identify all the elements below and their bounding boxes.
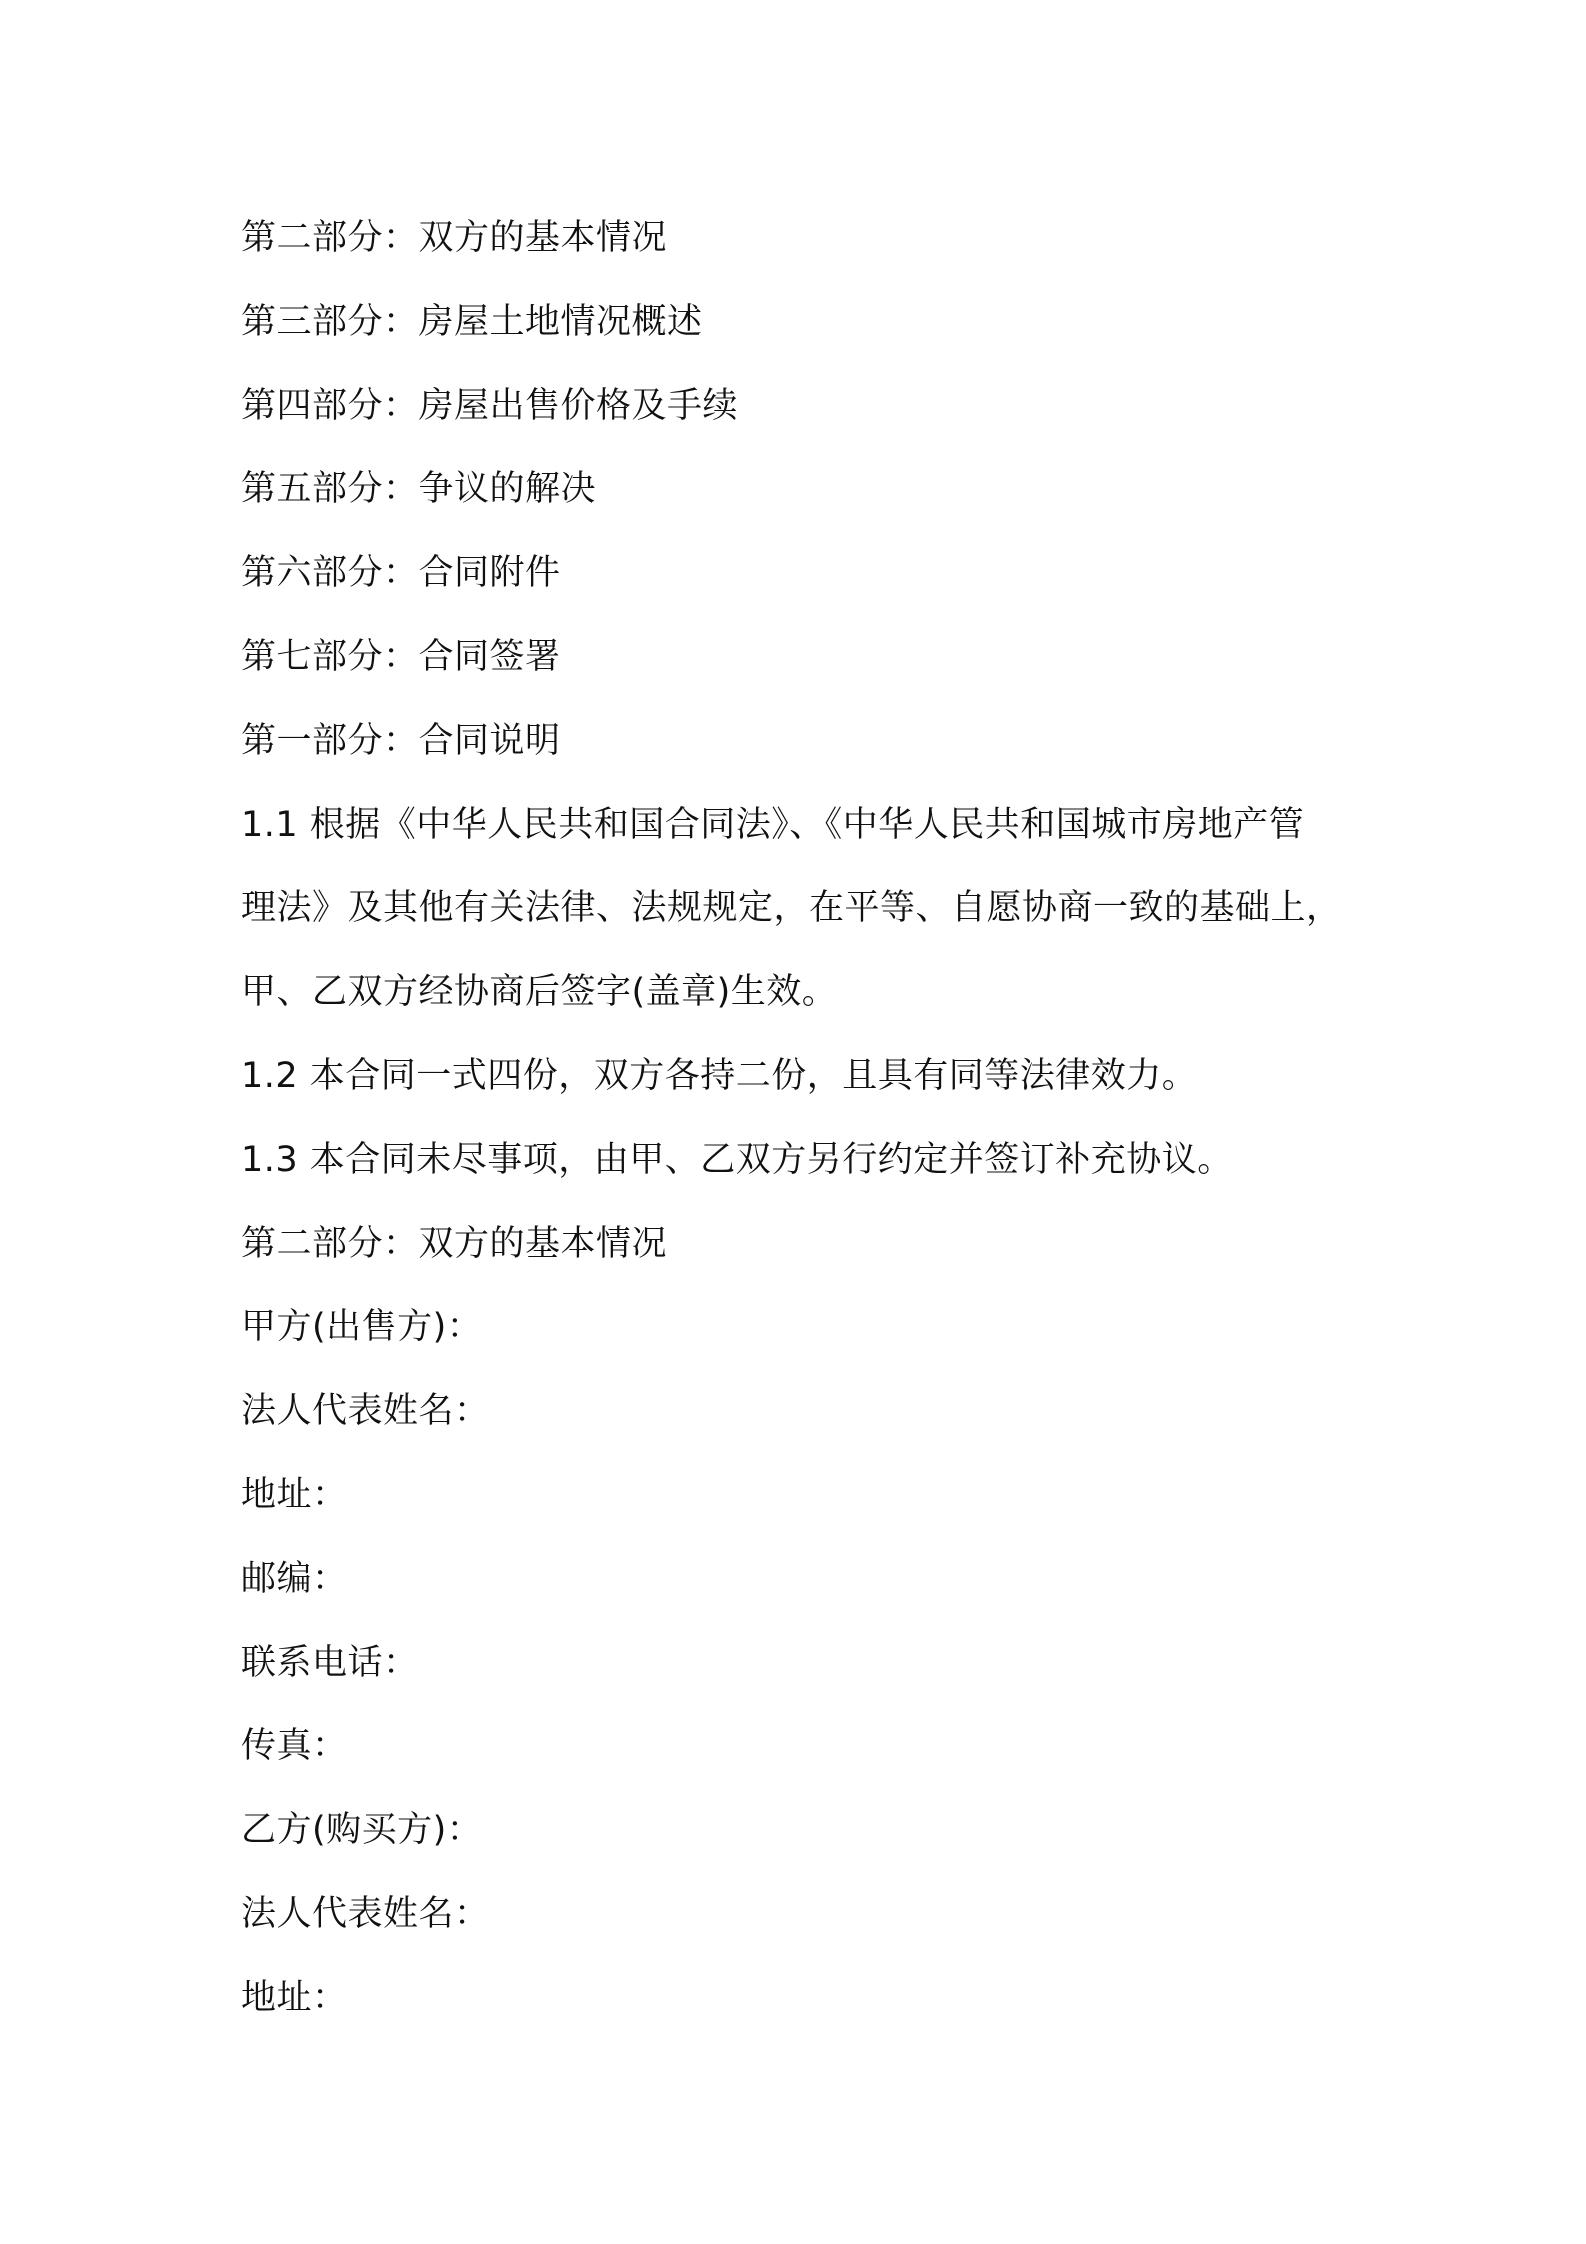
party-a-phone-label: 联系电话： bbox=[241, 1642, 419, 1683]
party-a-address-label: 地址： bbox=[241, 1474, 348, 1515]
party-a-label: 甲方(出售方)： bbox=[241, 1307, 483, 1348]
party-b-label: 乙方(购买方)： bbox=[241, 1810, 483, 1851]
party-b-address-label: 地址： bbox=[241, 1977, 348, 2018]
clause-1-1-line-1: 1.1 根据《中华人民共和国合同法》、《中华人民共和国城市房地产管 bbox=[241, 804, 1305, 845]
toc-part-7: 第七部分：合同签署 bbox=[241, 636, 561, 677]
toc-part-6: 第六部分：合同附件 bbox=[241, 553, 561, 594]
party-b-legal-rep-label: 法人代表姓名： bbox=[241, 1893, 490, 1934]
party-a-postcode-label: 邮编： bbox=[241, 1558, 348, 1599]
toc-part-3: 第三部分：房屋土地情况概述 bbox=[241, 301, 703, 342]
clause-1-1-line-2: 理法》及其他有关法律、法规规定，在平等、自愿协商一致的基础上， bbox=[241, 888, 1342, 929]
clause-1-3: 1.3 本合同未尽事项，由甲、乙双方另行约定并签订补充协议。 bbox=[241, 1139, 1233, 1180]
party-a-legal-rep-label: 法人代表姓名： bbox=[241, 1391, 490, 1432]
document-body bbox=[241, 197, 1361, 2041]
toc-part-4: 第四部分：房屋出售价格及手续 bbox=[241, 385, 739, 426]
clause-1-1-line-3: 甲、乙双方经协商后签字(盖章)生效。 bbox=[241, 972, 838, 1013]
clause-1-2: 1.2 本合同一式四份，双方各持二份，且具有同等法律效力。 bbox=[241, 1055, 1198, 1096]
toc-part-2: 第二部分：双方的基本情况 bbox=[241, 218, 668, 258]
party-a-fax-label: 传真： bbox=[241, 1726, 348, 1767]
toc-part-5: 第五部分：争议的解决 bbox=[241, 469, 597, 510]
section-heading-part-1: 第一部分：合同说明 bbox=[241, 720, 561, 761]
section-heading-part-2: 第二部分：双方的基本情况 bbox=[241, 1223, 668, 1264]
